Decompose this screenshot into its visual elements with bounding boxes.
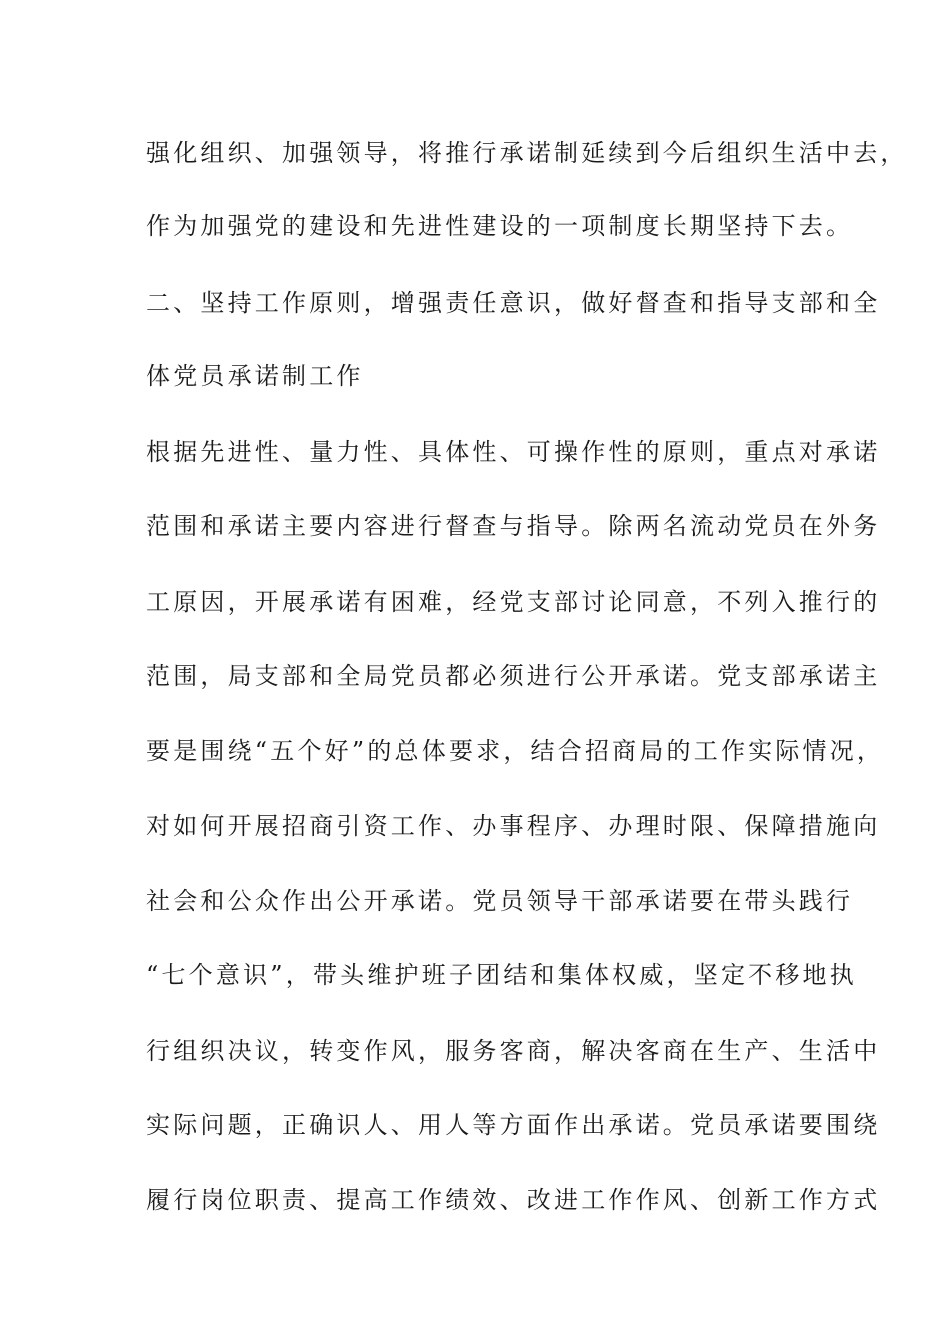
paragraph-line: 行组织决议，转变作风，服务客商，解决客商在生产、生活中	[146, 1037, 881, 1065]
paragraph-line: 强化组织、加强领导，将推行承诺制延续到今后组织生活中去，	[146, 139, 908, 167]
paragraph-line: 实际问题，正确识人、用人等方面作出承诺。党员承诺要围绕	[146, 1111, 881, 1139]
paragraph-line: 工原因，开展承诺有困难，经党支部讨论同意，不列入推行的	[146, 588, 881, 616]
paragraph-line: 范围，局支部和全局党员都必须进行公开承诺。党支部承诺主	[146, 662, 881, 690]
paragraph-line: 要是围绕“五个好”的总体要求，结合招商局的工作实际情况，	[146, 737, 885, 765]
paragraph-line: 范围和承诺主要内容进行督查与指导。除两名流动党员在外务	[146, 512, 881, 540]
paragraph-line: 作为加强党的建设和先进性建设的一项制度长期坚持下去。	[146, 212, 854, 240]
paragraph-line: 根据先进性、量力性、具体性、可操作性的原则，重点对承诺	[146, 438, 881, 466]
paragraph-line: 对如何开展招商引资工作、办事程序、办理时限、保障措施向	[146, 812, 881, 840]
paragraph-line: “七个意识”，带头维护班子团结和集体权威，坚定不移地执	[146, 961, 857, 989]
paragraph-line: 社会和公众作出公开承诺。党员领导干部承诺要在带头践行	[146, 887, 854, 915]
section-heading-line: 体党员承诺制工作	[146, 362, 364, 390]
section-heading-line: 二、坚持工作原则，增强责任意识，做好督查和指导支部和全	[146, 289, 881, 317]
paragraph-line: 履行岗位职责、提高工作绩效、改进工作作风、创新工作方式	[146, 1186, 881, 1214]
